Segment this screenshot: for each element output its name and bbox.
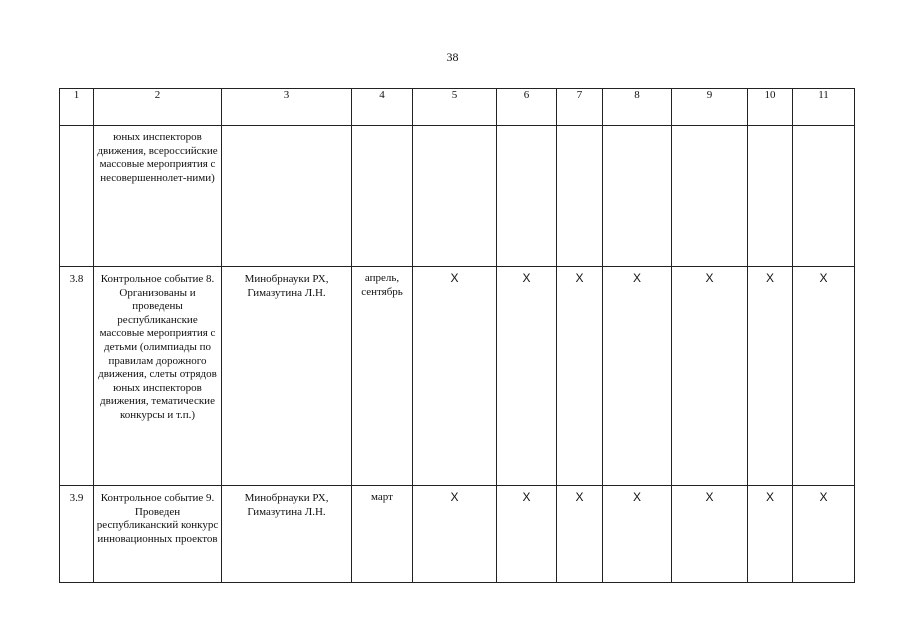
responsible-cell: [222, 126, 352, 267]
mark-cell: [413, 126, 497, 267]
mark-x: X: [765, 490, 774, 504]
description-cell: [94, 126, 222, 267]
header-cell: 3: [222, 89, 352, 126]
mark-cell: [748, 267, 793, 486]
mark-x: X: [632, 271, 641, 285]
date-text: апрель, сентябрь: [361, 272, 403, 298]
header-cell: 8: [603, 89, 672, 126]
mark-cell: [603, 126, 672, 267]
mark-cell: [413, 486, 497, 583]
description-cell: [94, 486, 222, 583]
mark-x: X: [765, 271, 774, 285]
page-number: 38: [446, 50, 459, 64]
date-cell: [352, 126, 413, 267]
responsible-cell: [222, 486, 352, 583]
header-cell: 11: [793, 89, 855, 126]
responsible-cell: [222, 267, 352, 486]
num-cell: [60, 486, 94, 583]
mark-cell: [603, 486, 672, 583]
row-number: 3.9: [69, 492, 84, 504]
mark-x: X: [632, 490, 641, 504]
description-text: юных инспекторов движения, всероссийские массовые мероприятия с несовершеннолет-ними): [97, 131, 218, 184]
mark-cell: [497, 486, 557, 583]
mark-x: X: [575, 271, 584, 285]
mark-cell: [603, 267, 672, 486]
num-cell: [60, 267, 94, 486]
date-cell: [352, 486, 413, 583]
header-cell: 10: [748, 89, 793, 126]
mark-cell: [413, 267, 497, 486]
header-cell: 5: [413, 89, 497, 126]
mark-cell: [672, 267, 748, 486]
mark-cell: [748, 486, 793, 583]
mark-cell: [557, 126, 603, 267]
mark-x: X: [575, 490, 584, 504]
mark-cell: [497, 267, 557, 486]
description-cell: [94, 267, 222, 486]
mark-cell: [497, 126, 557, 267]
row-number: 3.8: [69, 273, 84, 285]
responsible-text: Минобрнауки РХ, Гимазутина Л.Н.: [244, 273, 329, 299]
mark-x: X: [819, 490, 828, 504]
mark-x: X: [450, 271, 459, 285]
header-cell: 9: [672, 89, 748, 126]
mark-cell: [793, 126, 855, 267]
mark-cell: [557, 267, 603, 486]
mark-x: X: [819, 271, 828, 285]
plan-table: [59, 88, 855, 583]
mark-x: X: [705, 490, 714, 504]
header-cell: 7: [557, 89, 603, 126]
table-row: [60, 267, 855, 486]
description-text: Контрольное событие 9. Проведен республиканский конкурс инновационных проектов: [96, 492, 219, 545]
num-cell: [60, 126, 94, 267]
mark-cell: [793, 267, 855, 486]
mark-x: X: [450, 490, 459, 504]
mark-x: X: [705, 271, 714, 285]
mark-cell: [672, 126, 748, 267]
date-text: март: [371, 491, 393, 503]
mark-cell: [557, 486, 603, 583]
header-cell: 2: [94, 89, 222, 126]
header-cell: 6: [497, 89, 557, 126]
date-cell: [352, 267, 413, 486]
mark-x: X: [522, 490, 531, 504]
description-text: Контрольное событие 8. Организованы и проведены республиканские массовые мероприятия с детьми (олимпиады по правилам дорожного движения, слеты отрядов юных инспекторов движения, тематические конкурсы и т.п.): [98, 273, 217, 421]
responsible-text: Минобрнауки РХ, Гимазутина Л.Н.: [244, 492, 329, 518]
mark-x: X: [522, 271, 531, 285]
mark-cell: [793, 486, 855, 583]
continuation-row: [60, 126, 855, 267]
header-cell: 1: [60, 89, 94, 126]
header-cell: 4: [352, 89, 413, 126]
mark-cell: [672, 486, 748, 583]
header-row: [60, 89, 855, 126]
mark-cell: [748, 126, 793, 267]
table-row: [60, 486, 855, 583]
